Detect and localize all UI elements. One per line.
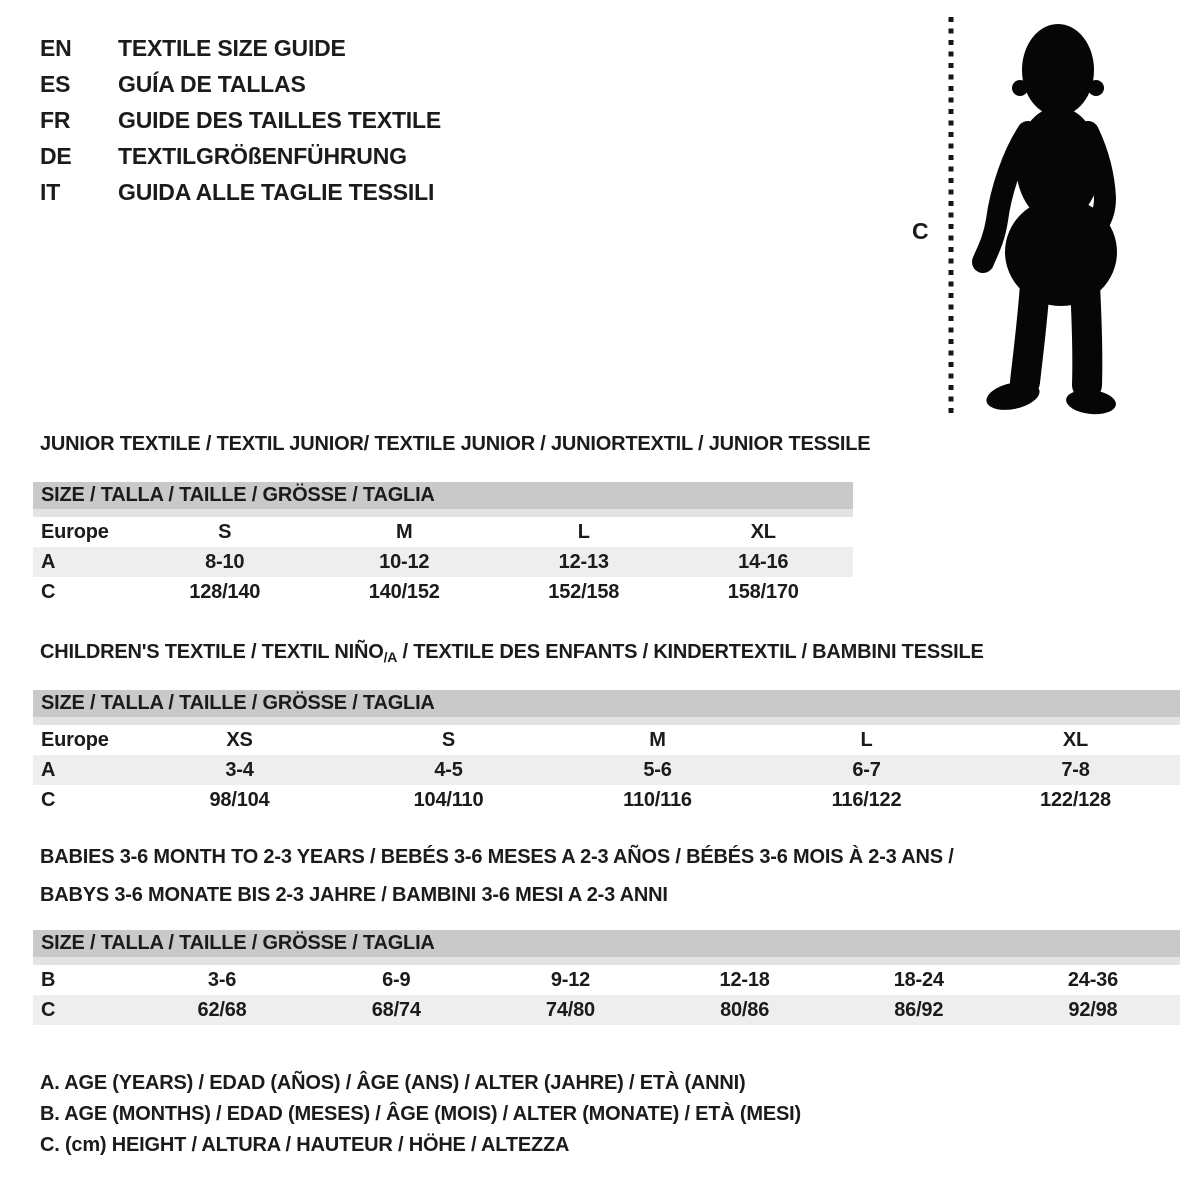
value-cell: 152/158 [548,580,620,603]
value-cell: 12-13 [558,550,609,573]
children-table-size-header: SIZE / TALLA / TAILLE / GRÖSSE / TAGLIA [33,690,1180,717]
children-title-part2: / TEXTILE DES ENFANTS / KINDERTEXTIL / BAMBINI TESSILE [397,641,984,663]
value-cell: 140/152 [368,580,440,603]
value-cell: 68/74 [371,998,421,1021]
legend-line-c: C. (cm) HEIGHT / ALTURA / HAUTEUR / HÖHE / ALTEZZA [40,1134,570,1156]
lang-label-de: TEXTILGRÖßENFÜHRUNG [118,142,407,169]
value-cell: 10-12 [379,550,430,573]
junior-section-title: JUNIOR TEXTILE / TEXTIL JUNIOR/ TEXTILE JUNIOR / JUNIORTEXTIL / JUNIOR TESSILE [40,433,871,455]
value-cell: 62/68 [197,998,247,1021]
babies-size-table [33,930,1180,1025]
value-cell: 110/116 [623,788,692,811]
value-cell: 18-24 [893,968,944,991]
lang-code-en: EN [40,34,72,61]
junior-row-europe [33,517,853,547]
row-label: A [41,758,56,781]
value-cell: 7-8 [1061,758,1090,781]
value-cell: 6-7 [852,758,881,781]
value-cell: 8-10 [205,550,245,573]
value-cell: 80/86 [720,998,770,1021]
lang-code-it: IT [40,178,61,205]
size-cell: M [396,520,413,543]
value-cell: 122/128 [1040,788,1111,811]
lang-row-fr [40,102,441,138]
lang-code-de: DE [40,142,72,169]
junior-size-table [33,482,853,607]
measure-legend [40,1068,801,1161]
height-measure-figure [900,12,1140,420]
children-size-table [33,690,1180,815]
children-row-a [33,755,1180,785]
value-cell: 4-5 [434,758,463,781]
size-cell: XS [226,728,253,751]
legend-line-b: B. AGE (MONTHS) / EDAD (MESES) / ÂGE (MOIS) / ALTER (MONATE) / ETÀ (MESI) [40,1103,801,1125]
row-label: Europe [41,520,109,543]
junior-row-c [33,577,853,607]
row-label: Europe [41,728,109,751]
lang-label-en: TEXTILE SIZE GUIDE [118,34,346,61]
lang-row-en [40,30,441,66]
lang-label-it: GUIDA ALLE TAGLIE TESSILI [118,178,435,205]
value-cell: 116/122 [831,788,902,811]
value-cell: 24-36 [1067,968,1119,991]
lang-row-es [40,66,441,102]
size-cell: XL [750,520,776,543]
lang-label-es: GUÍA DE TALLAS [118,70,306,97]
size-cell: L [577,520,590,543]
babies-row-b [33,965,1180,995]
row-label: B [41,968,56,991]
value-cell: 92/98 [1068,998,1118,1021]
row-label: C [41,788,56,811]
value-cell: 128/140 [189,580,261,603]
language-header [40,30,441,210]
lang-code-es: ES [40,70,71,97]
value-cell: 74/80 [545,998,595,1021]
lang-row-de [40,138,441,174]
children-table-header-strip [33,717,1180,725]
measure-label-c: C [912,218,929,244]
babies-section-title-line1: BABIES 3-6 MONTH TO 2-3 YEARS / BEBÉS 3-6 MESES A 2-3 AÑOS / BÉBÉS 3-6 MOIS À 2-3 ANS / [40,846,954,868]
value-cell: 158/170 [727,580,799,603]
value-cell: 6-9 [382,968,411,991]
value-cell: 104/110 [413,788,484,811]
size-cell: XL [1062,728,1089,751]
value-cell: 3-4 [225,758,254,781]
babies-row-c [33,995,1180,1025]
row-label: C [41,580,56,603]
row-label: A [41,550,56,573]
children-title-part1: CHILDREN'S TEXTILE / TEXTIL NIÑO [40,641,384,663]
value-cell: 86/92 [894,998,944,1021]
lang-label-fr: GUIDE DES TAILLES TEXTILE [118,106,441,133]
lang-code-fr: FR [40,106,71,133]
junior-table-size-header: SIZE / TALLA / TAILLE / GRÖSSE / TAGLIA [33,482,853,509]
children-section-title [40,641,984,664]
row-label: C [41,998,56,1021]
size-cell: S [218,520,232,543]
baby-silhouette-icon [983,24,1117,417]
children-row-c [33,785,1180,815]
junior-row-a [33,547,853,577]
legend-line-a: A. AGE (YEARS) / EDAD (AÑOS) / ÂGE (ANS) / ALTER (JAHRE) / ETÀ (ANNI) [40,1072,746,1094]
size-cell: S [441,728,456,751]
value-cell: 98/104 [209,788,270,811]
baby-silhouette-graphic [900,12,1140,420]
size-cell: M [649,728,666,751]
value-cell: 5-6 [643,758,672,781]
children-title-sub: /A [383,649,398,665]
value-cell: 9-12 [550,968,591,991]
value-cell: 12-18 [719,968,770,991]
value-cell: 14-16 [738,550,789,573]
junior-table-header-strip [33,509,853,517]
babies-section-title-line2: BABYS 3-6 MONATE BIS 2-3 JAHRE / BAMBINI 3-6 MESI A 2-3 ANNI [40,884,668,906]
children-row-europe [33,725,1180,755]
lang-row-it [40,174,441,210]
value-cell: 3-6 [207,968,237,991]
babies-table-header-strip [33,957,1180,965]
size-cell: L [860,728,873,751]
babies-table-size-header: SIZE / TALLA / TAILLE / GRÖSSE / TAGLIA [33,930,1180,957]
